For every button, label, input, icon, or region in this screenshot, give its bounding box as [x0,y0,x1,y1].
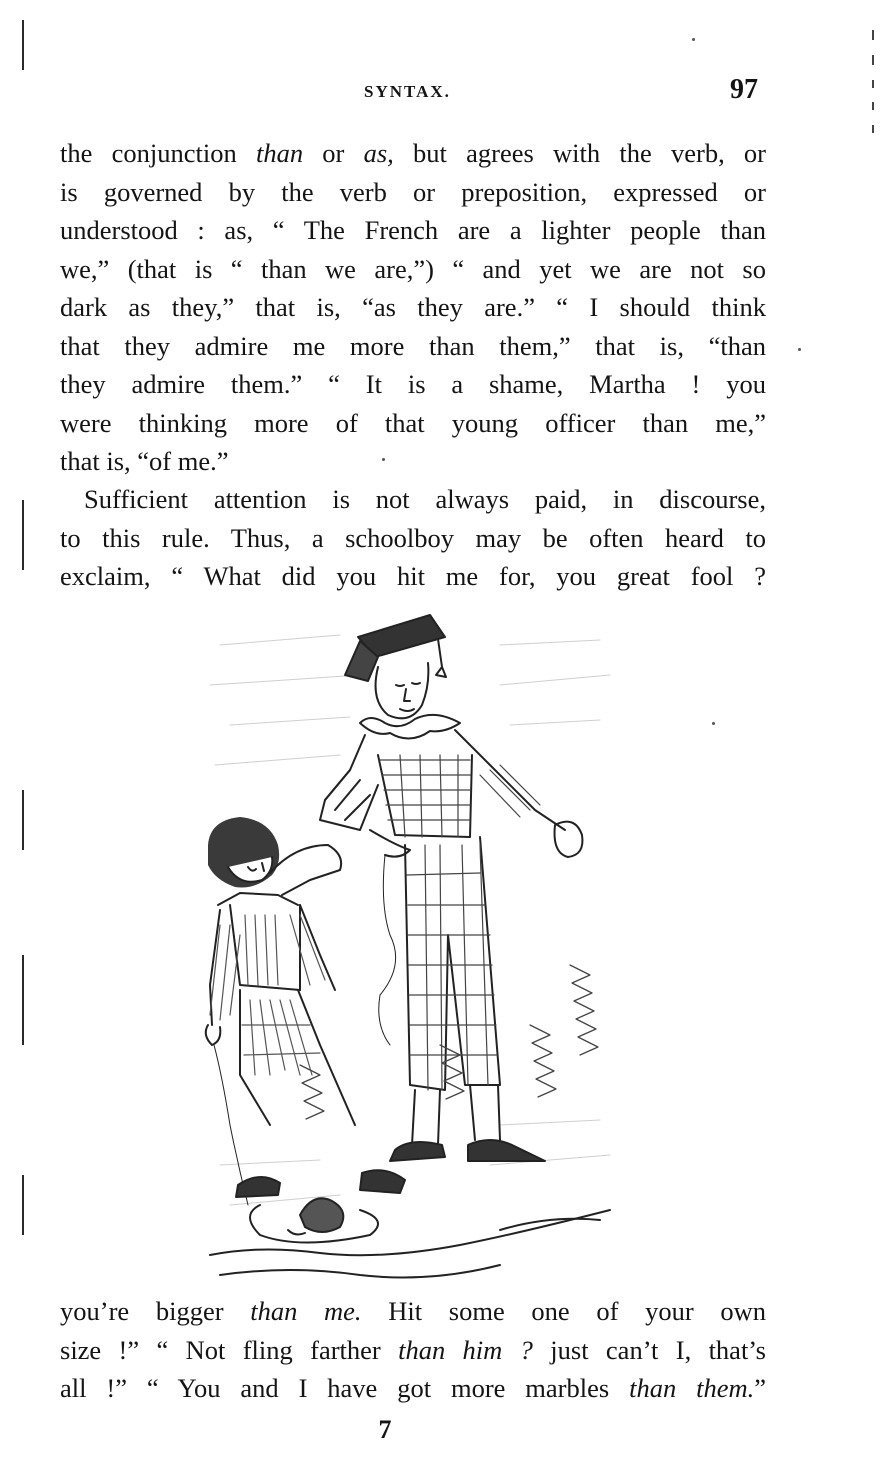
text-line: Sufficient attention is not always paid, in discourse, [84,484,766,514]
signature-mark: 7 [378,1415,392,1444]
text-line: were thinking more of that young officer than me,” [60,407,766,438]
text-line: they admire them.” “ It is a shame, Martha ! you [60,369,766,399]
speck [798,348,801,351]
running-head: SYNTAX. [364,82,451,101]
scan-margin-mark [22,955,24,1045]
page-number: 97 [730,74,758,105]
text-line: exclaim, “ What did you hit me for, you great fool ? [60,561,766,591]
scan-margin-mark [22,1175,24,1235]
paragraph-1 [60,134,766,481]
scan-margin-mark [22,500,24,570]
text-line: size !” “ Not fling farther than him ? just can’t I, that’s [60,1334,766,1365]
text-line: you’re bigger than me. Hit some one of your own [60,1296,766,1326]
engraving-two-schoolboys-quarreling-icon [200,605,620,1295]
scan-edge-mark [872,80,874,88]
text-line: is governed by the verb or preposition, expressed or [60,176,766,207]
text-line: to this rule. Thus, a schoolboy may be often heard to [60,522,766,553]
scan-edge-mark [872,55,874,65]
scan-edge-mark [872,30,874,40]
paragraph-2 [60,480,766,596]
text-line: that they admire me more than them,” that is, “than [60,330,766,361]
text-line: understood : as, “ The French are a lighter people than [60,215,766,245]
text-line: the conjunction than or as, but agrees with the verb, or [60,138,766,168]
scan-edge-mark [872,102,874,110]
speck [712,722,715,725]
paragraph-3 [60,1292,766,1408]
text-line: we,” (that is “ than we are,”) “ and yet we are not so [60,253,766,284]
text-line: all !” “ You and I have got more marbles than them.” [60,1373,767,1403]
scan-margin-mark [22,790,24,850]
text-line: dark as they,” that is, “as they are.” “ I should think [60,292,766,322]
speck [692,38,695,41]
scan-margin-mark [22,20,24,70]
text-line: that is, “of me.” [60,446,229,476]
scan-edge-mark [872,125,874,133]
